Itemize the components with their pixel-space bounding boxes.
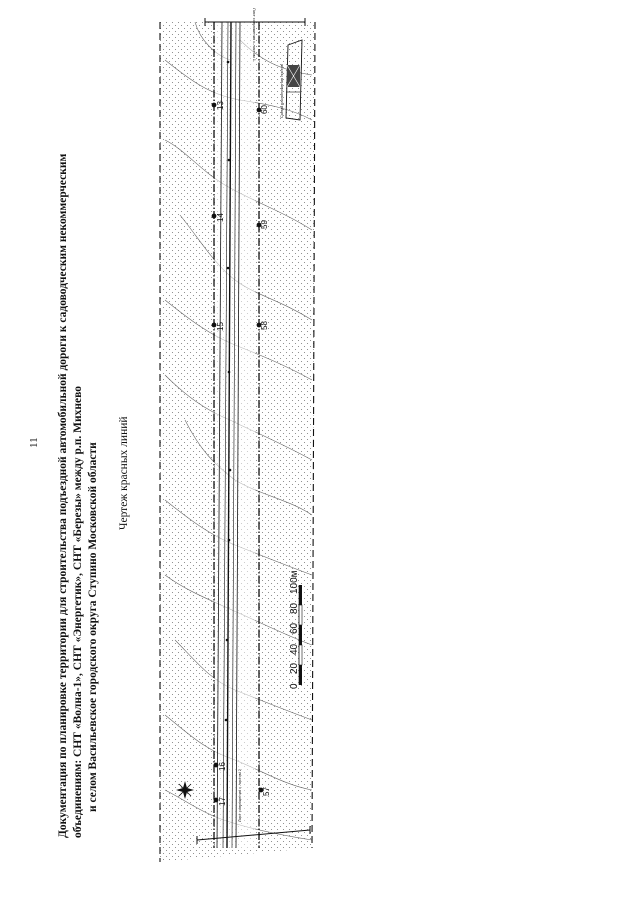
scale-label: 100м bbox=[289, 570, 300, 594]
match-note-top: Лист сопряжения с листом 1 bbox=[252, 8, 257, 61]
point-label: 59 bbox=[260, 220, 269, 229]
point-label: 58 bbox=[260, 321, 269, 330]
scale-label: 0 bbox=[289, 683, 300, 689]
point-label: 57 bbox=[262, 787, 271, 796]
road-corridor bbox=[215, 22, 255, 848]
title-line-3: и селом Васильевское городского округа Ступино Московской области bbox=[87, 442, 99, 812]
scale-label: 80 bbox=[289, 602, 300, 614]
point-label: 17 bbox=[218, 797, 227, 806]
point-label: 16 bbox=[218, 762, 227, 771]
point-label: 13 bbox=[216, 101, 225, 110]
point-label: 14 bbox=[216, 213, 225, 222]
inset-caption: Схема расположения листов bbox=[279, 64, 284, 118]
drawing-subtitle: Чертеж красных линий bbox=[118, 416, 130, 530]
point-label: 15 bbox=[216, 322, 225, 331]
scale-label: 20 bbox=[289, 662, 300, 674]
point-label: 60 bbox=[260, 105, 269, 114]
match-note-bottom: Лист сопряжения с листом 2 bbox=[237, 769, 242, 822]
scale-label: 60 bbox=[289, 622, 300, 634]
title-line-1: Документация по планировке территории для строительства подъездной автомобильной дороги к садоводческим некоммерческим bbox=[57, 153, 69, 838]
scale-label: 40 bbox=[289, 643, 300, 655]
title-line-2: объединениям: СНТ «Волна-1», СНТ «Энергетик», СНТ «Березы» между р.п. Михнево bbox=[72, 385, 84, 838]
page-number: 11 bbox=[28, 437, 40, 448]
